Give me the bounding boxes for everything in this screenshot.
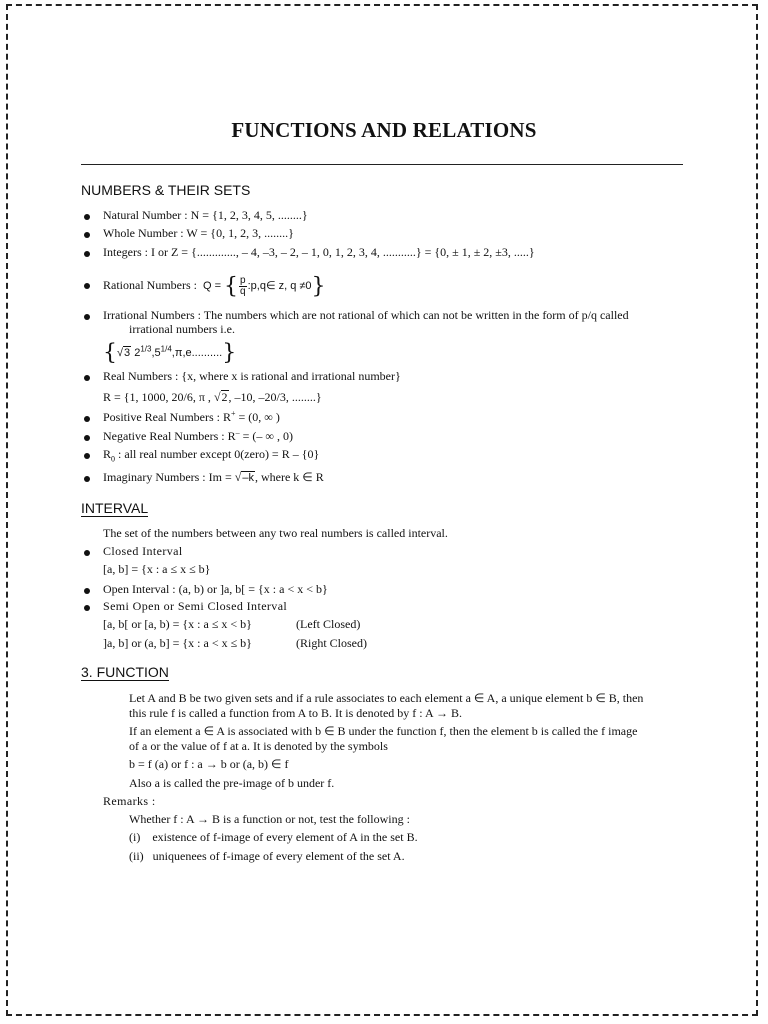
semi-interval-heading: Semi Open or Semi Closed Interval [103, 599, 288, 613]
section-heading-numbers: NUMBERS & THEIR SETS [81, 182, 251, 198]
r0-a: R [103, 447, 112, 461]
r0-b: : all real number except 0(zero) = R – {0} [115, 447, 320, 461]
right-brace: } [222, 340, 237, 366]
rational-label: Rational Numbers : [103, 278, 197, 292]
function-para2-line1: If an element a ∈ A is associated with b ∈ B under the function f, then the element b is called the f image [129, 724, 638, 738]
bullet [84, 605, 90, 611]
positive-real-b: = (0, ∞ ) [235, 410, 280, 424]
left-brace: { [224, 273, 239, 299]
natural-number-text: Natural Number : N = {1, 2, 3, 4, 5, ........} [103, 208, 308, 222]
remarks-heading: Remarks : [103, 794, 156, 808]
function-para2-line3: b = f (a) or f : a → b or (a, b) ∈ f [129, 757, 289, 771]
integers-text: Integers : I or Z = {............., – 4, –3, – 2, – 1, 0, 1, 2, 3, 4, ...........} = {0, ± 1, ± 2, ±3, .....} [103, 245, 535, 259]
title-rule [81, 164, 683, 165]
function-para2-line2: of a or the value of f at a. It is denoted by the symbols [129, 739, 388, 753]
left-brace: { [103, 340, 117, 366]
right-closed-tag: (Right Closed) [296, 636, 367, 650]
right-brace: } [311, 273, 326, 299]
bullet [84, 435, 90, 441]
real-set-line: R = {1, 1000, 20/6, π , √2, –10, –20/3, ........} [103, 390, 322, 404]
function-para2-line4: Also a is called the pre-image of b under f. [129, 776, 335, 790]
negative-real-line [103, 429, 293, 444]
left-closed-def: [a, b[ or [a, b) = {x : a ≤ x < b} [103, 617, 252, 631]
sqrt-minus-k: –k [242, 472, 254, 484]
irrational-text-1: Irrational Numbers : The numbers which are not rational of which can not be written in the form of p/q called [103, 308, 629, 322]
exp-1-3: 1/3 [140, 344, 152, 354]
closed-interval-heading: Closed Interval [103, 544, 183, 558]
minus-sup: – [235, 428, 240, 437]
sqrt-3: 3 [124, 347, 131, 359]
negative-real-b: = (– ∞ , 0) [239, 429, 293, 443]
bullet [84, 588, 90, 594]
bullet [84, 283, 90, 289]
real-set-a: R = {1, 1000, 20/6, π , [103, 390, 211, 404]
fraction-denominator: q [240, 285, 246, 297]
positive-real-a: Positive Real Numbers : R [103, 410, 231, 424]
rational-numbers-line [103, 272, 326, 299]
bullet [84, 314, 90, 320]
bullet [84, 476, 90, 482]
real-numbers-text: Real Numbers : {x, where x is rational and irrational number} [103, 369, 401, 383]
two-base: 2 [134, 347, 141, 359]
imaginary-a: Imaginary Numbers : Im = [103, 470, 232, 484]
section-heading-function: 3. FUNCTION [81, 664, 169, 680]
bullet [84, 214, 90, 220]
rational-fraction [239, 276, 247, 297]
five-base: ,5 [151, 347, 161, 359]
negative-real-a: Negative Real Numbers : R [103, 429, 236, 443]
function-para1-line1: Let A and B be two given sets and if a rule associates to each element a ∈ A, a unique element b ∈ B, then [129, 691, 644, 705]
plus-sup: + [231, 409, 236, 418]
left-closed-tag: (Left Closed) [296, 617, 361, 631]
bullet [84, 550, 90, 556]
right-closed-def: ]a, b] or (a, b] = {x : a < x ≤ b} [103, 636, 252, 650]
remarks-line3: (ii) uniquenees of f-image of every element of the set A. [129, 849, 405, 863]
rational-q: Q = [202, 280, 222, 292]
positive-real-line [103, 410, 280, 425]
rational-condition: :p,q∈ z, q ≠0 [247, 280, 312, 292]
bullet [84, 416, 90, 422]
section-heading-interval: INTERVAL [81, 500, 149, 516]
remarks-line2: (i) existence of f-image of every element of A in the set B. [129, 830, 418, 844]
pi-e-text: ,π,e.......... [171, 347, 223, 359]
irrational-examples: {√3 $2^{1/3},5^{1/4},\pi,e$..........} [103, 340, 237, 366]
real-set-b: , –10, –20/3, ........} [228, 390, 322, 404]
bullet [84, 375, 90, 381]
bullet [84, 453, 90, 459]
imaginary-line: Imaginary Numbers : Im = √–k, where k ∈ R [103, 470, 324, 484]
sqrt-2: 2 [221, 390, 228, 404]
interval-intro: The set of the numbers between any two real numbers is called interval. [103, 526, 448, 540]
bullet [84, 232, 90, 238]
irrational-text-2: irrational numbers i.e. [129, 322, 235, 336]
fraction-numerator: p [240, 274, 246, 286]
bullet [84, 251, 90, 257]
exp-1-4: 1/4 [160, 344, 172, 354]
closed-interval-def: [a, b] = {x : a ≤ x ≤ b} [103, 562, 211, 576]
function-para1-line2: this rule f is called a function from A to B. It is denoted by f : A → B. [129, 706, 462, 720]
whole-number-text: Whole Number : W = {0, 1, 2, 3, ........} [103, 226, 294, 240]
remarks-line1: Whether f : A → B is a function or not, test the following : [129, 812, 410, 826]
zero-sub: 0 [111, 454, 116, 464]
imaginary-b: , where k ∈ R [254, 470, 324, 484]
r0-line [103, 447, 319, 462]
open-interval-def: Open Interval : (a, b) or ]a, b[ = {x : a < x < b} [103, 582, 328, 596]
page-title: FUNCTIONS AND RELATIONS [231, 118, 537, 142]
